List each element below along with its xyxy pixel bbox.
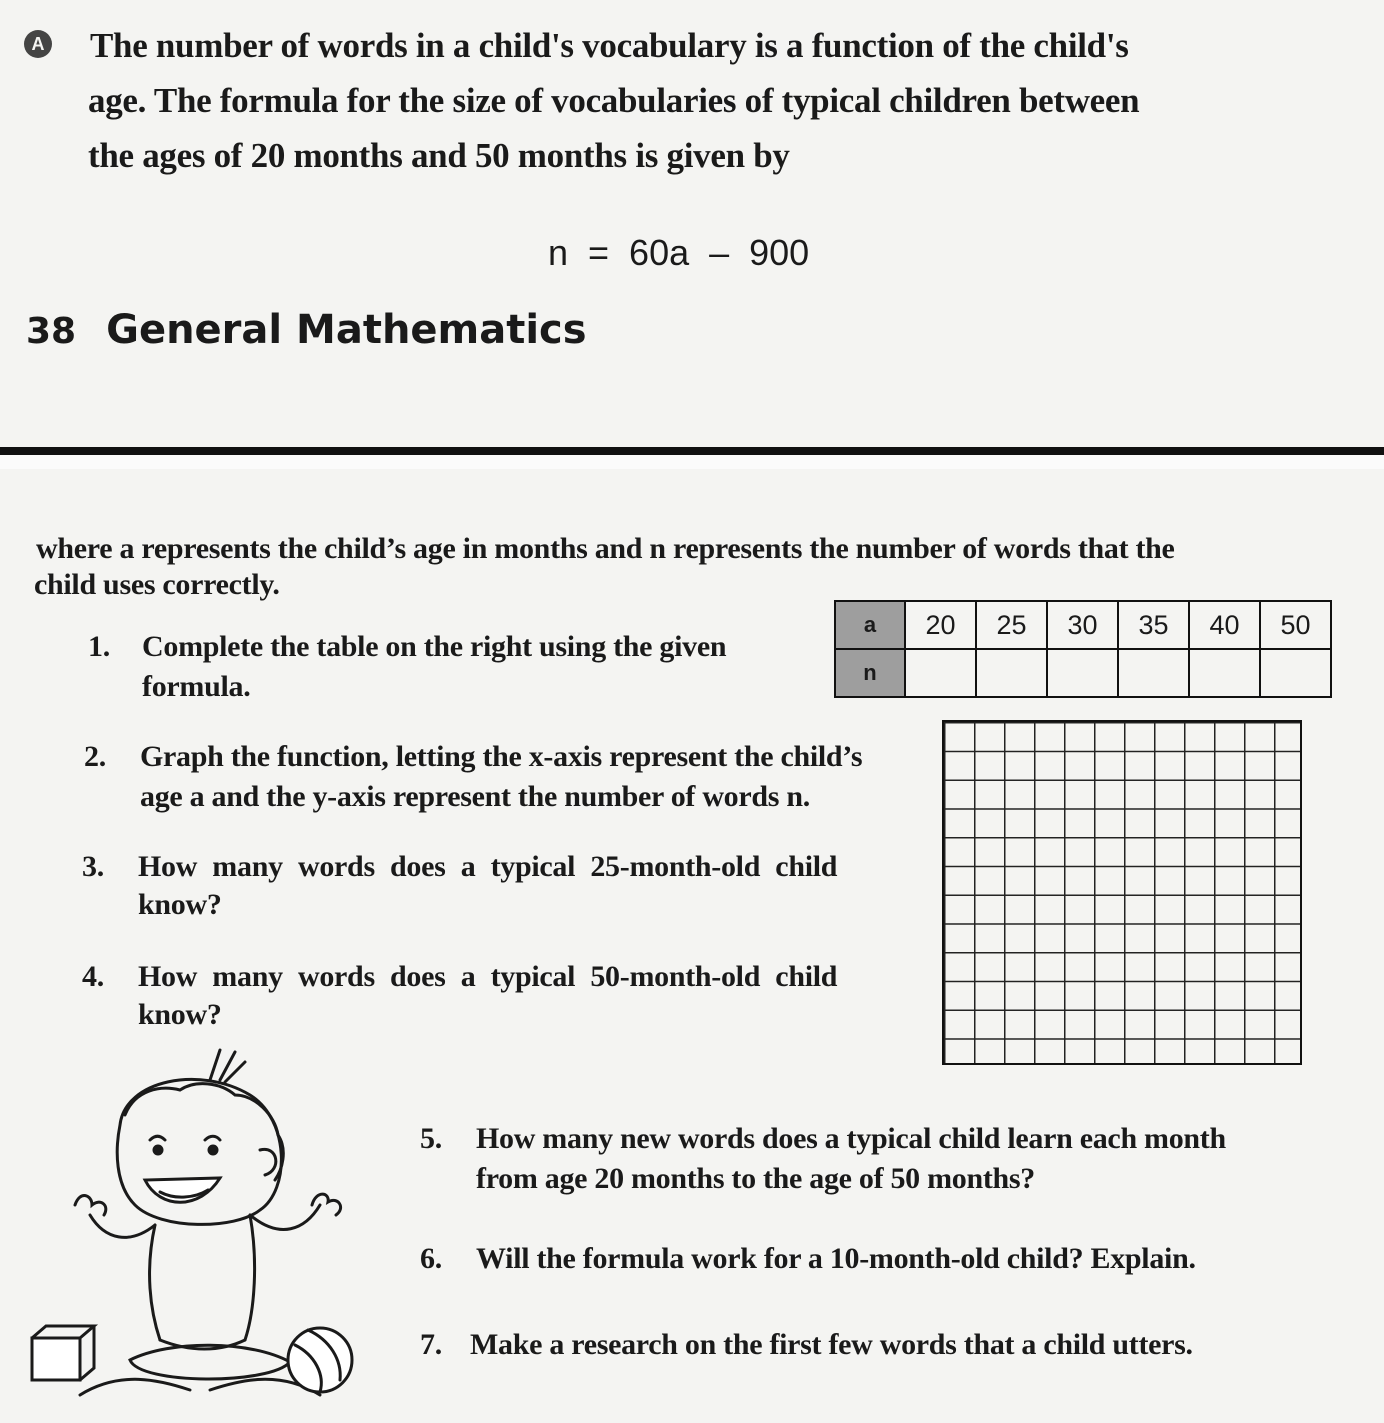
table-row	[835, 649, 1331, 697]
table-cell: 50	[1260, 601, 1331, 649]
where-line-1: where a represents the child’s age in months and n represents the number of words that the	[36, 532, 1175, 565]
table-cell-empty	[1189, 649, 1260, 697]
question-text: formula.	[142, 670, 251, 703]
graph-grid	[942, 720, 1302, 1065]
table-cell: 30	[1047, 601, 1118, 649]
intro-line-3: the ages of 20 months and 50 months is given by	[88, 136, 790, 175]
table-cell: 40	[1189, 601, 1260, 649]
page-divider	[0, 447, 1384, 455]
table-cell-empty	[1260, 649, 1331, 697]
question-text: Graph the function, letting the x-axis represent the child’s	[140, 740, 863, 773]
table-cell-empty	[1118, 649, 1189, 697]
table-header-n: n	[835, 649, 905, 697]
question-text: know?	[138, 998, 222, 1031]
question-3	[82, 848, 922, 928]
question-number: 1.	[88, 630, 110, 663]
question-text: Make a research on the first few words that a child utters.	[470, 1328, 1193, 1361]
page-header	[26, 300, 587, 362]
question-4	[82, 958, 922, 1038]
formula: n = 60a – 900	[548, 232, 810, 273]
question-number: 6.	[420, 1242, 442, 1275]
question-text: age a and the y-axis represent the number of words n.	[140, 780, 810, 813]
table-cell-empty	[905, 649, 976, 697]
book-title: General Mathematics	[106, 307, 587, 353]
question-text: How many words does a typical 25-month-old child	[138, 850, 838, 883]
question-7	[420, 1326, 1360, 1366]
question-text: Will the formula work for a 10-month-old child? Explain.	[476, 1242, 1196, 1275]
question-2	[84, 738, 924, 818]
table-header-a: a	[835, 601, 905, 649]
table-cell: 20	[905, 601, 976, 649]
table-cell: 25	[976, 601, 1047, 649]
question-5	[420, 1120, 1360, 1200]
intro-line-2: age. The formula for the size of vocabularies of typical children between	[88, 81, 1140, 120]
question-text: How many new words does a typical child learn each month	[476, 1122, 1226, 1155]
page-number: 38	[26, 311, 77, 352]
intro-line-1: The number of words in a child's vocabulary is a function of the child's	[90, 26, 1129, 65]
question-number: 3.	[82, 850, 104, 883]
values-table	[834, 600, 1332, 698]
question-text: know?	[138, 888, 222, 921]
table-cell-empty	[1047, 649, 1118, 697]
question-text: How many words does a typical 50-month-old child	[138, 960, 838, 993]
question-number: 7.	[420, 1328, 442, 1361]
question-6	[420, 1240, 1360, 1280]
table-cell: 35	[1118, 601, 1189, 649]
question-number: 5.	[420, 1122, 442, 1155]
question-1	[88, 628, 808, 708]
table-row	[835, 601, 1331, 649]
child-illustration	[20, 1040, 360, 1420]
question-text: from age 20 months to the age of 50 months?	[476, 1162, 1036, 1195]
section-badge-icon: A	[24, 30, 52, 58]
question-text: Complete the table on the right using the given	[142, 630, 727, 663]
table-cell-empty	[976, 649, 1047, 697]
question-number: 2.	[84, 740, 106, 773]
where-line-2: child uses correctly.	[34, 568, 280, 601]
question-number: 4.	[82, 960, 104, 993]
page-seam	[0, 455, 1384, 469]
